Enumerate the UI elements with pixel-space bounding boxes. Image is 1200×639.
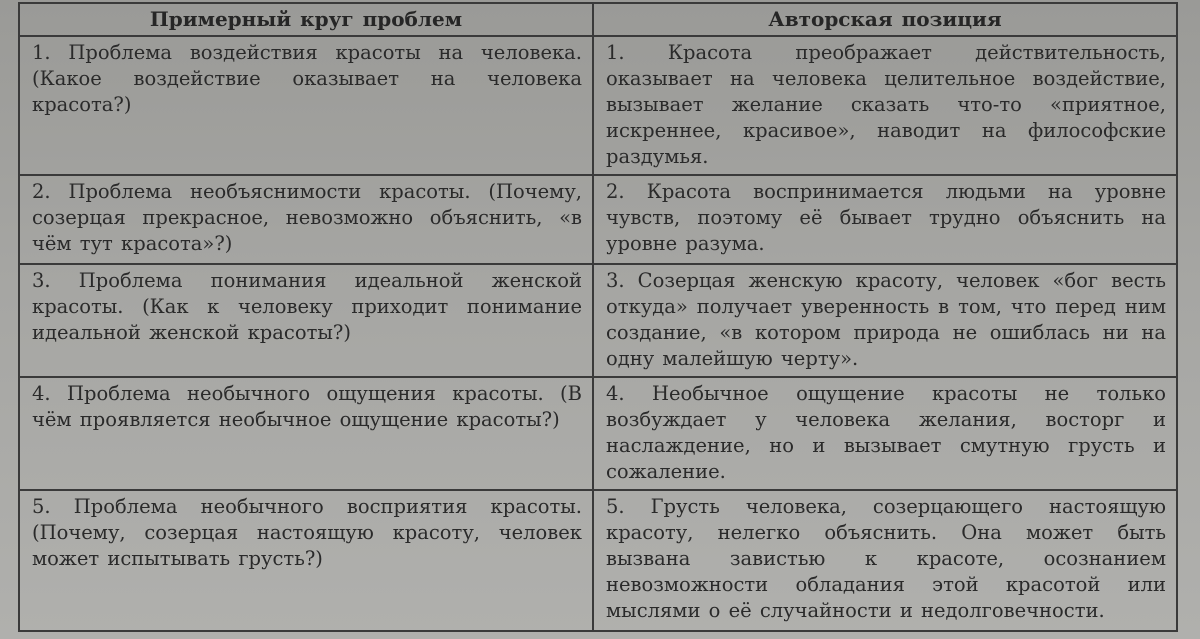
table-row: [19, 377, 1177, 490]
position-cell: 2. Красота воспринимается людьми на уровне чувств, поэтому её бывает трудно объяснить на уровне разума.: [593, 175, 1177, 264]
problem-cell: 1. Проблема воздействия красоты на человека. (Какое воздействие оказывает на человека красота?): [19, 36, 593, 175]
problem-cell: 2. Проблема необъяснимости красоты. (Почему, созерцая прекрасное, невозможно объяснить, «в чём тут красота»?): [19, 175, 593, 264]
table-header-row: [19, 3, 1177, 36]
position-cell: 3. Созерцая женскую красоту, человек «бог весть откуда» получает уверенность в том, что перед ним создание, «в котором природа не ошиблась ни на одну малейшую черту».: [593, 264, 1177, 377]
table-row: [19, 264, 1177, 377]
table-row: [19, 36, 1177, 175]
problem-cell: 4. Проблема необычного ощущения красоты. (В чём проявляется необычное ощущение красоты?): [19, 377, 593, 490]
problems-table: [18, 2, 1178, 632]
header-author-position: Авторская позиция: [593, 3, 1177, 36]
table-row: [19, 490, 1177, 631]
problem-cell: 3. Проблема понимания идеальной женской красоты. (Как к человеку приходит понимание идеальной женской красоты?): [19, 264, 593, 377]
position-cell: 5. Грусть человека, созерцающего настоящую красоту, нелегко объяснить. Она может быть вызвана завистью к красоте, осознанием невозможности обладания этой красотой или мыслями о её случайности и недолговечности.: [593, 490, 1177, 631]
problem-cell: 5. Проблема необычного восприятия красоты. (Почему, созерцая настоящую красоту, человек может испытывать грусть?): [19, 490, 593, 631]
table-row: [19, 175, 1177, 264]
position-cell: 1. Красота преображает действительность, оказывает на человека целительное воздействие, вызывает желание сказать что-то «приятное, искреннее, красивое», наводит на философские раздумья.: [593, 36, 1177, 175]
position-cell: 4. Необычное ощущение красоты не только возбуждает у человека желания, восторг и наслаждение, но и вызывает смутную грусть и сожаление.: [593, 377, 1177, 490]
header-problems: Примерный круг проблем: [19, 3, 593, 36]
